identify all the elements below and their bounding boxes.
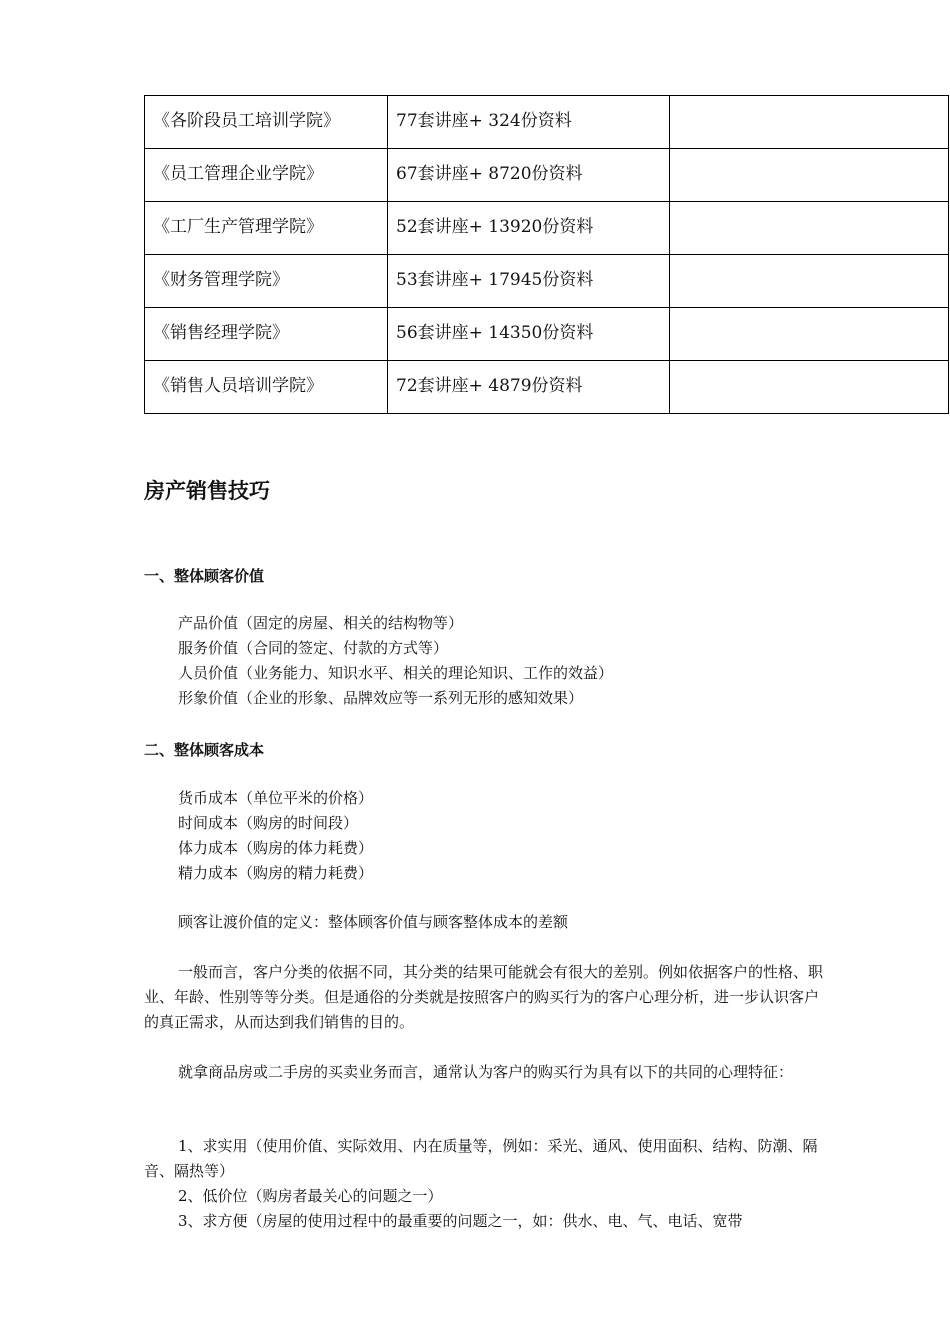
paragraph-customer-classification: 一般而言，客户分类的依据不同，其分类的结果可能就会有很大的差别。例如依据客户的性格、职业、年龄、性别等等分类。但是通俗的分类就是按照客户的购买行为的客户心理分析，进一步认识客户的真正需求，从而达到我们销售的目的。 <box>144 963 824 1031</box>
table-row <box>145 255 949 308</box>
table-cell-note <box>670 149 949 202</box>
table-cell-content: 72套讲座+ 4879份资料 <box>388 361 670 414</box>
paragraph-buying-psychology: 就拿商品房或二手房的买卖业务而言，通常认为客户的购买行为具有以下的共同的心理特征： <box>178 1063 794 1081</box>
feature-item: 2、低价位（购房者最关心的问题之一） <box>178 1187 443 1205</box>
table-cell-note <box>670 361 949 414</box>
table-cell-note <box>670 308 949 361</box>
table-cell-note <box>670 96 949 149</box>
table-row <box>145 149 949 202</box>
section-heading-customer-cost: 二、整体顾客成本 <box>144 741 265 759</box>
table-cell-name: 《销售人员培训学院》 <box>145 361 388 414</box>
list-item: 时间成本（购房的时间段） <box>178 814 359 832</box>
table-cell-content: 56套讲座+ 14350份资料 <box>388 308 670 361</box>
table-cell-content: 67套讲座+ 8720份资料 <box>388 149 670 202</box>
table-cell-name: 《员工管理企业学院》 <box>145 149 388 202</box>
feature-item: 3、求方便（房屋的使用过程中的最重要的问题之一，如：供水、电、气、电话、宽带 <box>178 1212 743 1230</box>
table-cell-content: 52套讲座+ 13920份资料 <box>388 202 670 255</box>
table-cell-name: 《财务管理学院》 <box>145 255 388 308</box>
document-title: 房产销售技巧 <box>144 479 270 503</box>
list-item: 服务价值（合同的签定、付款的方式等） <box>178 639 449 657</box>
table-cell-name: 《销售经理学院》 <box>145 308 388 361</box>
feature-item: 1、求实用（使用价值、实际效用、内在质量等，例如：采光、通风、使用面积、结构、防潮、隔音、隔热等） <box>144 1137 818 1180</box>
table-cell-name: 《各阶段员工培训学院》 <box>145 96 388 149</box>
table-row <box>145 361 949 414</box>
list-item: 精力成本（购房的精力耗费） <box>178 864 374 882</box>
course-table <box>144 95 949 414</box>
list-item: 货币成本（单位平米的价格） <box>178 789 374 807</box>
section-heading-customer-value: 一、整体顾客价值 <box>144 567 265 585</box>
list-item: 人员价值（业务能力、知识水平、相关的理论知识、工作的效益） <box>178 664 614 682</box>
list-item: 体力成本（购房的体力耗费） <box>178 839 374 857</box>
table-cell-content: 77套讲座+ 324份资料 <box>388 96 670 149</box>
table-cell-content: 53套讲座+ 17945份资料 <box>388 255 670 308</box>
customer-cost-list <box>178 786 373 886</box>
list-item: 产品价值（固定的房屋、相关的结构物等） <box>178 614 464 632</box>
table-cell-note <box>670 255 949 308</box>
table-row <box>145 202 949 255</box>
table-cell-name: 《工厂生产管理学院》 <box>145 202 388 255</box>
table-row <box>145 96 949 149</box>
definition-text: 顾客让渡价值的定义：整体顾客价值与顾客整体成本的差额 <box>178 913 569 931</box>
customer-value-list <box>178 611 613 711</box>
list-item: 形象价值（企业的形象、品牌效应等一系列无形的感知效果） <box>178 689 584 707</box>
table-row <box>145 308 949 361</box>
table-cell-note <box>670 202 949 255</box>
